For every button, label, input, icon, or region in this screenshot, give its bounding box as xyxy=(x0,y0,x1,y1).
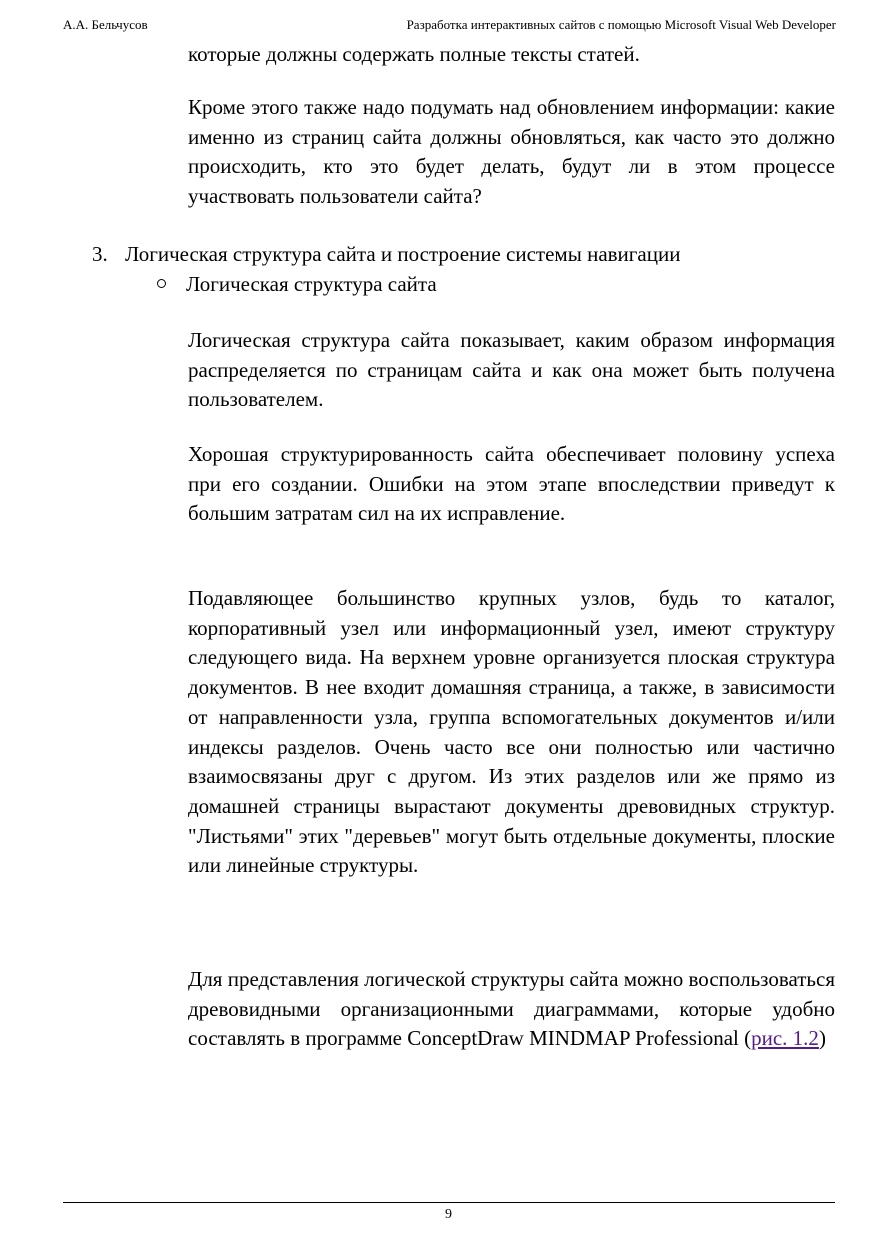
paragraph-updates: Кроме этого также надо подумать над обновлением информации: какие именно из страниц сайта должны обновляться, как часто это должно происходить, кто это будет делать, будут ли в этом процессе участвовать пользователи сайта? xyxy=(188,95,835,209)
list-item-3 xyxy=(92,240,852,270)
paragraph-logical-structure: Логическая структура сайта показывает, каким образом информация распределяется по страницам сайта и как она может быть получена пользователем. xyxy=(188,328,835,412)
header-author: А.А. Бельчусов xyxy=(63,17,148,32)
sub-list-item-text: Логическая структура сайта xyxy=(186,272,437,296)
figure-link[interactable]: рис. 1.2 xyxy=(751,1026,819,1051)
list-number: 3. xyxy=(92,242,108,266)
paragraph-good-structure: Хорошая структурированность сайта обеспечивает половину успеха при его создании. Ошибки на этом этапе впоследствии приведут к большим затратам сил на их исправление. xyxy=(188,442,835,526)
page-number: 9 xyxy=(445,1207,452,1222)
paragraph-large-sites: Подавляющее большинство крупных узлов, будь то каталог, корпоративный узел или информационный узел, имеют структуру следующего вида. На верхнем уровне организуется плоская структура документов. В нее входит домашняя страница, а также, в зависимости от направленности узла, группа вспомогательных документов и/или индексы разделов. Очень часто все они полностью или частично взаимосвязаны друг с другом. Из этих разделов или же прямо из домашней страницы вырастают документы древовидных структур. "Листьями" этих "деревьев" могут быть отдельные документы, плоские или линейные структуры. xyxy=(188,586,835,878)
header-title: Разработка интерактивных сайтов с помощью Microsoft Visual Web Developer xyxy=(406,17,836,32)
paragraph-continuation: которые должны содержать полные тексты статей. xyxy=(188,42,640,66)
paragraph-diagrams-text: Для представления логической структуры сайта можно воспользоваться древовидными организационными диаграммами, которые удобно составлять в программе ConceptDraw MINDMAP Professional ( xyxy=(188,967,835,1051)
paragraph-diagrams-end: ) xyxy=(818,1026,826,1051)
circle-bullet-icon xyxy=(157,279,166,288)
footer-divider xyxy=(63,1202,835,1203)
sub-list-item xyxy=(157,270,837,300)
paragraph-diagrams xyxy=(188,965,835,1054)
list-item-text: Логическая структура сайта и построение системы навигации xyxy=(125,242,681,266)
